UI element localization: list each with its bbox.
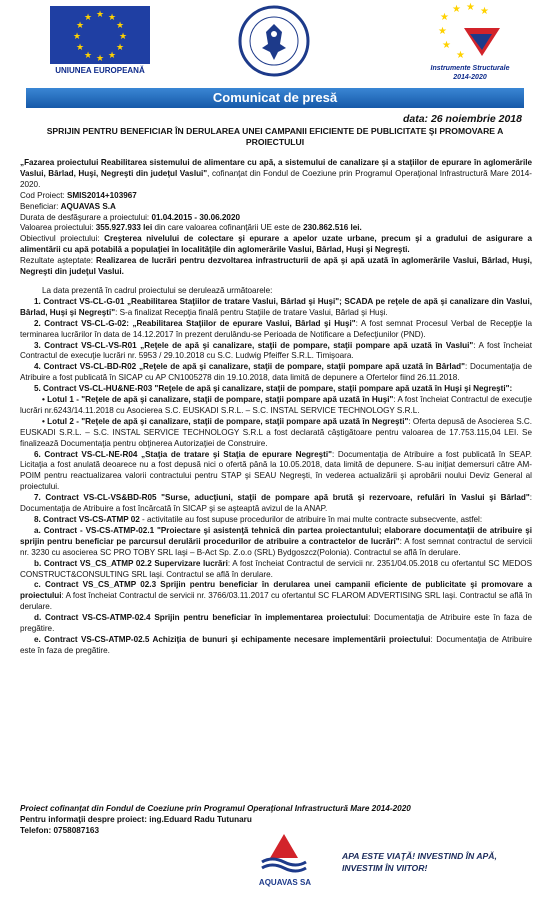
svg-text:★: ★ <box>452 4 461 15</box>
contract-6: 6. Contract VS-CL-NE-R04 „Staţia de tratare şi Staţia de epurare Negreşti": Documentaţia de Atribuire a fost publicată în SEAP. Licitaţia a fost anulată deoarece nu a fost depusă nici o ofertă până la 10.05.2018, data limită de depunere. S-au iniţiat demersuri către AM-POIM pentru reactualizarea valorii contractului pentru STAP şi SEAU Negreşti, în vederea actualizării şi aprobării noului Deviz General al proiectului. <box>20 449 533 492</box>
contract-4: 4. Contract VS-CL-BD-R02 „Reţele de apă şi canalizare, staţii de pompare, staţii pompare apă uzată în Bârlad": Documentaţia de Atribuire a fost publicată în SICAP cu AP CN1005278 din 19.10.2018, data limită de depunere a Ofertelor fiind 26.11.2018. <box>20 362 532 383</box>
svg-text:★: ★ <box>438 26 447 37</box>
svg-text:★: ★ <box>95 9 105 19</box>
cofinanced-note: Proiect cofinanţat din Fondul de Coeziune prin Programul Operaţional Infrastructură Mare 2014-2020 <box>20 804 411 813</box>
contact-person: Pentru informaţii despre proiect: ing.Eduard Radu Tutunaru <box>20 815 252 824</box>
contract-5-lot-1: • Lotul 1 - "Reţele de apă şi canalizare, staţii de pompare, staţii pompare apă uzată în Huşi": A fost încheiat Contractul de execuţie lucrări nr.6243/14.11.2018 cu Asocierea S.C. EUSKADI S.R.L. – S.C. INSTAL SERVICE TECHNOLOGY S.R.L. <box>20 395 532 415</box>
project-code: Cod Proiect: SMIS2014+103967 <box>20 190 137 200</box>
contract-5: 5. Contract VS-CL-HU&NE-R03 "Reţele de apă şi canalizare, staţii de pompare, staţii pompare apă uzată în Huşi şi Negreşti": <box>34 384 513 394</box>
body-text <box>20 158 532 657</box>
project-value: Valoarea proiectului: 355.927.933 lei din care valoarea cofinanţării UE este de 230.862.516 lei. <box>20 223 362 233</box>
eu-flag-icon <box>50 6 150 64</box>
objective: Obiectivul proiectului: Creşterea nivelului de colectare şi epurare a apelor uzate urbane, precum şi a gradului de asigurare a alimentării cu apă potabilă a populaţiei în localităţile din aglomerările Vaslui, Bârlad, Huşi şi Negreşti. <box>20 234 532 255</box>
svg-text:★: ★ <box>95 53 105 63</box>
duration: Durata de desfăşurare a proiectului: 01.04.2015 - 30.06.2020 <box>20 212 240 222</box>
contract-7: 7. Contract VS-CL-VS&BD-R05 "Surse, aducţiuni, staţii de pompare apă brută şi rezervoare, refulări în Vaslui şi Bârlad": Documentaţia de Atribuire a fost încărcată în SICAP şi se aşteaptă avizul de la ANAP. <box>20 493 532 514</box>
contract-3: 3. Contract VS-CL-VS-R01 „Reţele de apă şi canalizare, staţii de pompare, staţii pompare apă uzată în Vaslui": A fost încheiat Contractul de execuţie lucrări nr. 5953 / 29.10.2018 cu S.C. Ludwig Pfeiffer S.R.L. Timişoara. <box>20 340 532 361</box>
press-release-banner: Comunicat de presă <box>26 88 524 108</box>
contract-8a: a. Contract - VS-CS-ATMP-02.1 "Proiectare şi asistenţă tehnică din partea proiectantului; elaborare documentaţii de atribuire şi sprijin pentru beneficiar pe parcursul derulării procedurilor de atribuire a contractelor de lucrări": A fost semnat contractul de servicii nr. 3230 cu asocierea SC PRO TOBY SRL Iaşi – B-Act Sp. Z.o.o (SRL) Bydgoszcz(Polonia). Contractul se află în derulare. <box>20 525 532 557</box>
aquavas-logo-icon <box>254 832 314 874</box>
contract-8: 8. Contract VS-CS-ATMP 02 - activitatile au fost supuse procedurilor de atribuire în mai multe contracte subsecvente, astfel: <box>34 515 483 524</box>
contract-1: 1. Contract VS-CL-G-01 „Reabilitarea Staţiilor de tratare Vaslui, Bârlad şi Huşi"; SCADA pe reţele de apă şi canalizare din Vaslui, Bârlad, Huşi şi Negreşti": S-a finalizat Recepţia finală pentru Staţiile de tratare Vaslui, Bârlad şi Huşi. <box>20 296 532 317</box>
slogan: APA ESTE VIAŢĂ! INVESTIND ÎN APĂ, INVESTIM ÎN VIITOR! <box>342 851 497 873</box>
project-intro: „Fazarea proiectului Reabilitarea sistemului de alimentare cu apă, a sistemului de canalizare şi a staţiilor de epurare în aglomerările Vaslui, Bârlad, Huşi, Negreşti din judeţul Vaslui", cofinanţat din Fondul de Coeziune prin Programul Operaţional Infrastructură Mare 2014-2020. <box>20 158 532 189</box>
svg-text:★: ★ <box>75 20 85 30</box>
headline: SPRIJIN PENTRU BENEFICIAR ÎN DERULAREA UNEI CAMPANII EFICIENTE DE PUBLICITATE ŞI PROMOVARE A PROIECTULUI <box>46 126 504 147</box>
romanian-government-logo-icon <box>238 4 310 78</box>
contract-8e: e. Contract VS-CS-ATMP-02.5 Achiziţia de bunuri şi echipamente necesare implementării proiectului: Documentaţia de Atribuire este în faza de pregătire. <box>20 634 532 655</box>
svg-text:★: ★ <box>107 50 117 60</box>
svg-text:★: ★ <box>115 42 125 52</box>
svg-text:★: ★ <box>466 2 475 13</box>
logo-header <box>0 0 550 90</box>
structural-instruments-logo-icon <box>430 2 510 62</box>
contract-2: 2. Contract VS-CL-G-02: „Reabilitarea Staţiilor de epurare Vaslui, Bârlad şi Huşi": A fost semnat Procesul Verbal de Recepţie la terminarea lucrărilor în data de 14.12.2017 în prezent derulându-se Perioada de Notificare a Defecţiunilor (PND). <box>20 318 533 339</box>
svg-text:★: ★ <box>118 31 128 41</box>
contract-8d: d. Contract VS-CS-ATMP-02.4 Sprijin pentru beneficiar în implementarea proiectului: Documentaţia de Atribuire este în faza de pregătire. <box>20 613 532 634</box>
svg-text:★: ★ <box>83 12 93 22</box>
svg-text:★: ★ <box>115 20 125 30</box>
eu-label: UNIUNEA EUROPEANĂ <box>55 66 145 75</box>
contract-8b: b. Contract VS_CS_ATMP 02.2 Supervizare lucrări: A fost încheiat Contractul de servicii nr. 2351/04.05.2018 cu ofertantul SC MEDOS CONSTRUCT&CONSULTING SRL Iaşi. Contractul se află în derulare. <box>20 558 532 579</box>
contracts-lead: La data prezentă în cadrul proiectului se derulează următoarele: <box>42 285 273 295</box>
contract-5-lot-2: • Lotul 2 - "Reţele de apă şi canalizare, staţii de pompare, staţii pompare apă uzată în Negreşti": Oferta depusă de Asocierea S.C. EUSKADI S.R.L. – S.C. INSTAL SERVICE TECHNOLOGY S.R.L a fost declarată câştigătoare pentru valoarea de 17.753.115,04 LEI. Se finalizează Documentaţia pentru obţinerea Autorizaţiei de Construire. <box>20 416 532 448</box>
expected-results: Rezultate aşteptate: Realizarea de lucrări pentru dezvoltarea infrastructurii de apă şi apă uzată în aglomerările Vaslui, Bârlad, Huşi, Negreşti din judeţul Vaslui. <box>20 256 532 277</box>
svg-text:★: ★ <box>456 50 465 61</box>
svg-text:★: ★ <box>480 6 489 17</box>
aquavas-label: AQUAVAS SA <box>258 878 312 887</box>
svg-text:★: ★ <box>72 31 82 41</box>
contact-phone: Telefon: 0758087163 <box>20 826 100 835</box>
svg-text:★: ★ <box>442 40 451 51</box>
svg-text:★: ★ <box>75 42 85 52</box>
release-date: data: 26 noiembrie 2018 <box>402 113 522 125</box>
svg-text:★: ★ <box>440 12 449 23</box>
svg-text:★: ★ <box>107 12 117 22</box>
contract-8c: c. Contract VS_CS_ATMP 02.3 Sprijin pentru beneficiar în derularea unei campanii eficiente de publicitate şi promovare a proiectului: A fost încheiat Contractul de servicii nr. 3766/03.11.2017 cu ofertantul SC FLAROM ADVERTISING SRL Iaşi. Contractul se află în derulare. <box>20 580 532 612</box>
svg-text:★: ★ <box>83 50 93 60</box>
beneficiary: Beneficiar: AQUAVAS S.A <box>20 201 116 211</box>
structural-instruments-label: Instrumente Structurale 2014-2020 <box>430 65 510 81</box>
